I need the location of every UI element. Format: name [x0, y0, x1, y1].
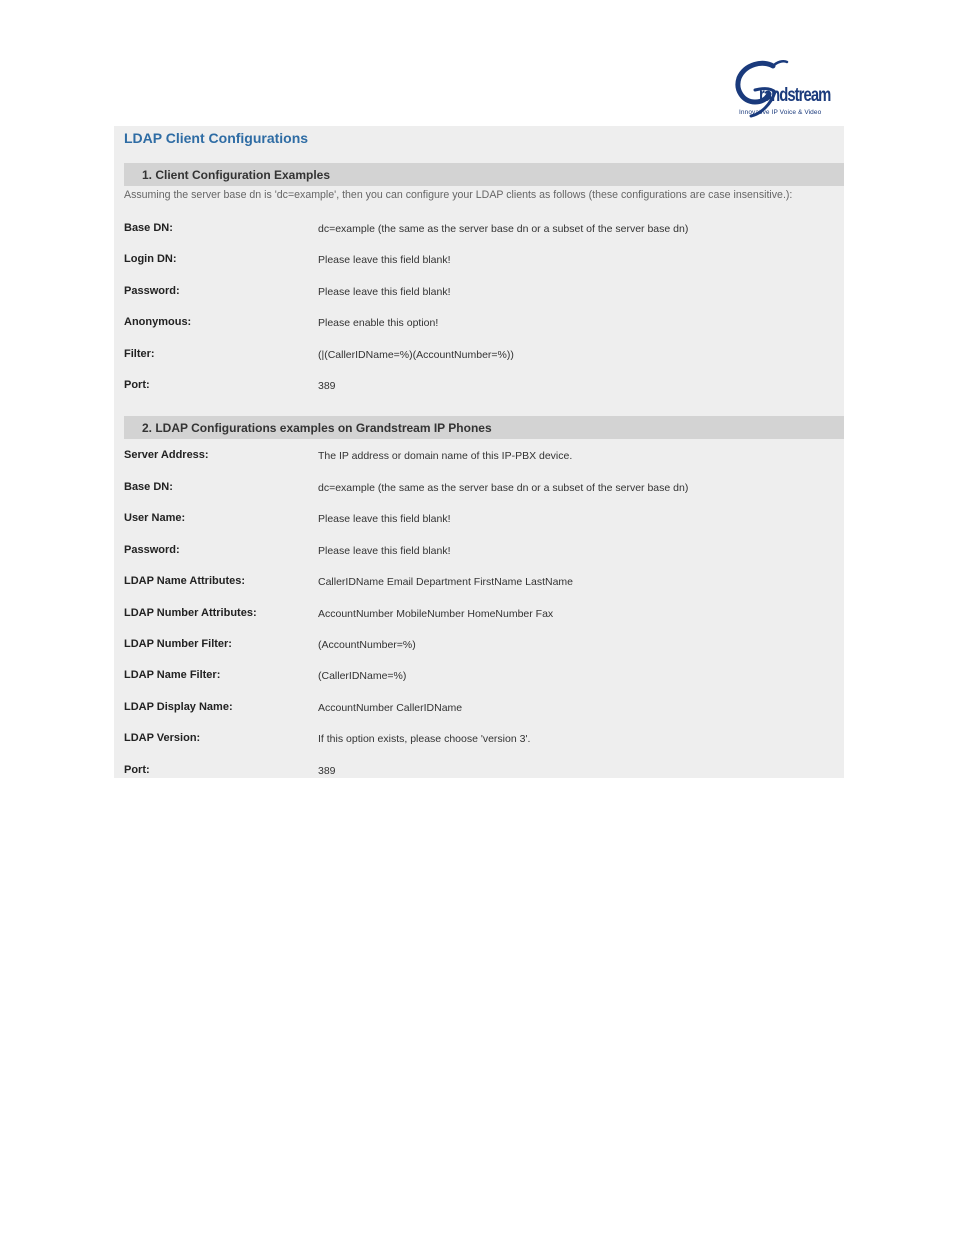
row-value: Please leave this field blank! [318, 286, 451, 298]
row-label: Base DN: [124, 222, 173, 234]
row-label: Server Address: [124, 449, 209, 461]
row-label: Filter: [124, 348, 155, 360]
row-label: Base DN: [124, 481, 173, 493]
config-row-base-dn [124, 222, 844, 238]
row-label: Password: [124, 285, 180, 297]
row-value: dc=example (the same as the server base dn or a subset of the server base dn) [318, 223, 689, 235]
row-label: LDAP Name Attributes: [124, 575, 246, 587]
config-row-user-name [124, 512, 844, 528]
section-title: 2. LDAP Configurations examples on Grandstream IP Phones [142, 421, 492, 435]
config-row-password [124, 544, 844, 560]
page-title: LDAP Client Configurations [124, 130, 309, 146]
row-label: LDAP Name Filter: [124, 669, 221, 681]
config-row-ldap-name-attributes [124, 575, 844, 591]
row-value: Please enable this option! [318, 317, 439, 329]
config-row-ldap-number-attributes [124, 607, 844, 623]
row-value: 389 [318, 765, 336, 777]
config-row-ldap-version [124, 732, 844, 748]
row-value: AccountNumber CallerIDName [318, 702, 463, 714]
config-row-ldap-number-filter [124, 638, 844, 654]
section-header-client-config [124, 163, 844, 186]
config-row-port [124, 764, 844, 780]
row-value: (CallerIDName=%) [318, 670, 407, 682]
row-value: The IP address or domain name of this IP-PBX device. [318, 450, 573, 462]
config-row-filter [124, 348, 844, 364]
row-value: (|(CallerIDName=%)(AccountNumber=%)) [318, 349, 514, 361]
row-label: Password: [124, 544, 180, 556]
row-label: Port: [124, 379, 150, 391]
config-row-server-address [124, 449, 844, 465]
config-row-port [124, 379, 844, 395]
section-title: 1. Client Configuration Examples [142, 168, 331, 182]
row-value: AccountNumber MobileNumber HomeNumber Fax [318, 608, 554, 620]
row-label: LDAP Display Name: [124, 701, 233, 713]
row-label: Port: [124, 764, 150, 776]
section-header-ip-phones [124, 416, 844, 439]
row-value: Please leave this field blank! [318, 545, 451, 557]
config-row-password [124, 285, 844, 301]
row-value: Please leave this field blank! [318, 513, 451, 525]
row-label: LDAP Version: [124, 732, 201, 744]
row-label: Anonymous: [124, 316, 192, 328]
row-value: Please leave this field blank! [318, 254, 451, 266]
row-label: LDAP Number Filter: [124, 638, 232, 650]
row-label: LDAP Number Attributes: [124, 607, 257, 619]
row-value: If this option exists, please choose 'version 3'. [318, 733, 531, 745]
config-row-anonymous [124, 316, 844, 332]
config-row-login-dn [124, 253, 844, 269]
row-value: CallerIDName Email Department FirstName LastName [318, 576, 573, 588]
row-label: Login DN: [124, 253, 177, 265]
grandstream-logo [733, 58, 839, 120]
section-intro-text: Assuming the server base dn is 'dc=example', then you can configure your LDAP clients as follows (these configurations are case insensitive.): [124, 189, 793, 201]
row-value: (AccountNumber=%) [318, 639, 416, 651]
config-row-ldap-display-name [124, 701, 844, 717]
logo-tagline: Innovative IP Voice & Video [739, 109, 822, 116]
row-value: 389 [318, 380, 336, 392]
logo-wordmark: randstream [759, 85, 831, 106]
config-row-base-dn [124, 481, 844, 497]
config-row-ldap-name-filter [124, 669, 844, 685]
ldap-client-config-panel [114, 126, 844, 778]
row-label: User Name: [124, 512, 186, 524]
row-value: dc=example (the same as the server base dn or a subset of the server base dn) [318, 482, 689, 494]
